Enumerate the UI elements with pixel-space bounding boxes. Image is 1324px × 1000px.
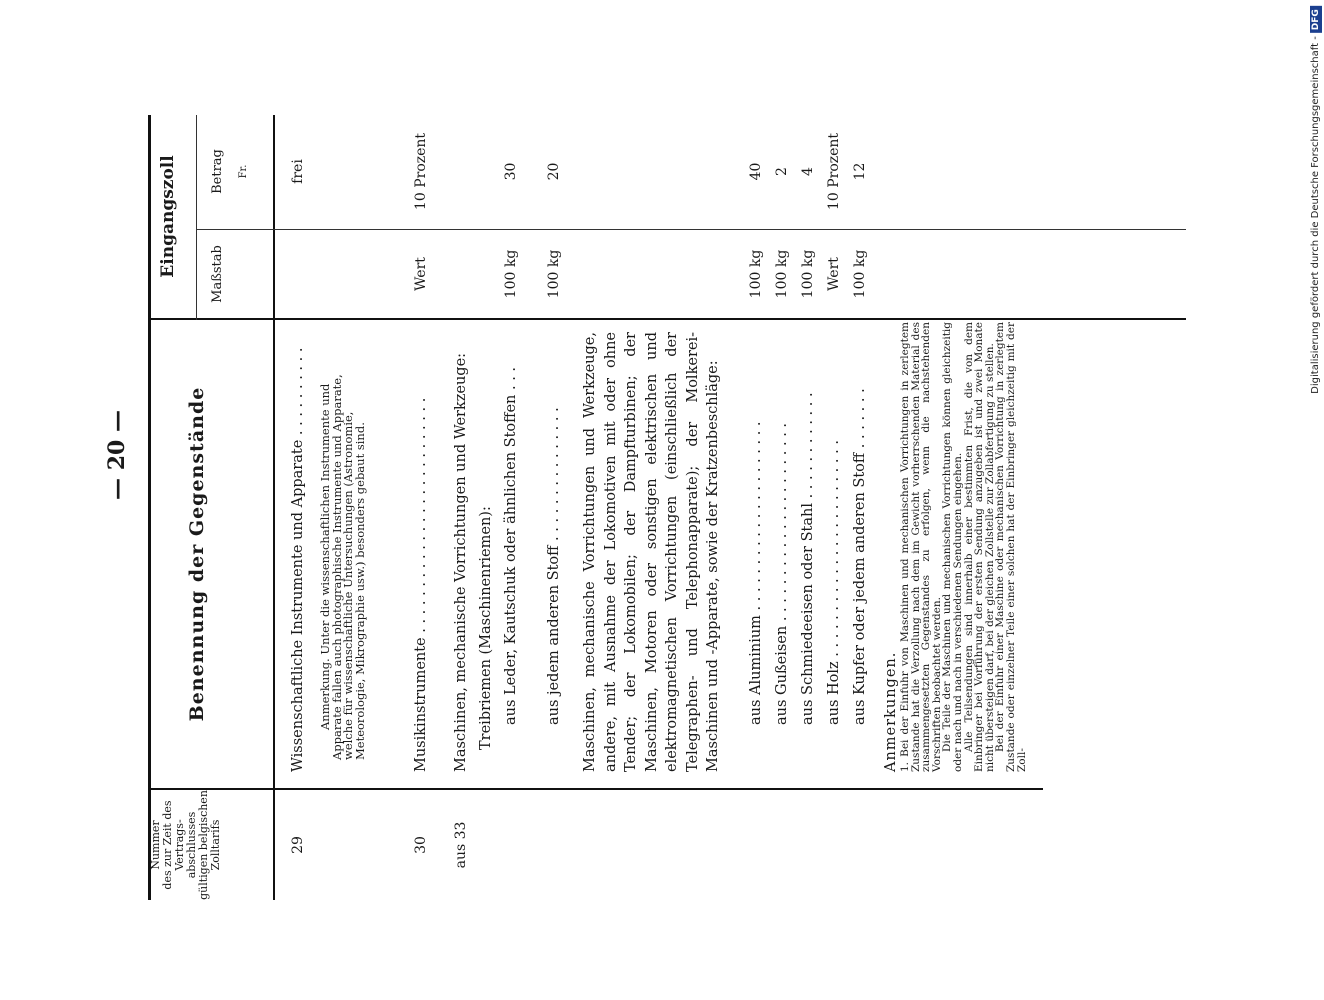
row-text: Wissenschaftliche Instrumente und Apparate . . . . . . . . . . [290, 347, 306, 772]
credit-text: Digitalisierung gefördert durch die Deutsche Forschungsgemeinschaft - [1310, 36, 1321, 394]
row-number: 29 [290, 836, 306, 854]
row-betrag: 2 [774, 167, 790, 176]
row-text: Treibriemen (Maschinenriemen): [478, 506, 494, 750]
row-betrag: 30 [503, 162, 519, 181]
digitization-credit [1310, 6, 1322, 394]
header-nummer-line: Zolltarifs [209, 819, 222, 871]
column-divider-nr [148, 788, 1043, 790]
row-text: Maschinen, mechanische Vorrichtungen und Werkzeuge: [453, 352, 469, 772]
note-paragraph: Alle Teilsendungen sind innerhalb einer bestimmten Frist, die von dem Einbringer bei Vorführung der ersten Sendung anzugeben ist und zwei Monate nicht übersteigen darf, bei der gleichen Zollstelle zur Zollabfertigung zu stellen. [962, 322, 996, 772]
header-nummer-line: gültigen belgischen [197, 790, 210, 900]
tariff-table-page [148, 100, 1198, 900]
row-text: aus jedem anderen Stoff . . . . . . . . . . . . . . . [546, 407, 562, 725]
eingangszoll-subheader-rule [196, 115, 197, 320]
notes-body [900, 322, 1027, 772]
row-betrag: 10 Prozent [413, 132, 429, 211]
header-nummer-line: Vertrags- [173, 819, 186, 871]
note-paragraph: 1. Bei der Einfuhr von Maschinen und mechanischen Vorrichtungen in zerlegtem Zustande hat die Verzollung nach dem im Gewicht vorherrschenden Material des zusammengesetzten Gegenstandes zu erfolgen, wenn die nachstehenden Vorschriften beobachtet werden. [899, 322, 943, 772]
row-betrag: 12 [852, 162, 868, 181]
column-divider-benennung [148, 318, 1186, 320]
row-betrag: frei [290, 159, 306, 184]
notes-title: Anmerkungen. [883, 651, 899, 772]
row-massstab: 100 kg [748, 249, 764, 299]
header-benennung: Benennung der Gegenstände [186, 386, 208, 722]
row-massstab: 100 kg [800, 249, 816, 299]
header-nummer-line: des zur Zeit des [161, 800, 174, 890]
row-massstab: Wert [413, 257, 429, 291]
page-number: — 20 — [104, 410, 130, 500]
row-text: Musikinstrumente . . . . . . . . . . . . . . . . . . . . . . . . . . [413, 397, 429, 772]
row-paragraph: Maschinen, mechanische Vorrichtungen und Werkzeuge, andere, mit Ausnahme der Lokomotiven mit oder ohne Tender; der Lokomobilen; der Dampfturbinen; der Maschinen, Motoren oder sonstigen elektrischen und elektromagnetischen Vorrichtungen (einschließlich der Telegraphen- und Telephonapparate); der Molkerei-Maschinen und -Apparate, sowie der Kratzenbeschläge: [582, 332, 721, 772]
header-massstab: Maßstab [210, 245, 225, 303]
row-text: aus Aluminium . . . . . . . . . . . . . . . . . . . . . [748, 421, 764, 725]
row-text: aus Schmiedeeisen oder Stahl . . . . . . . . . . . . [800, 392, 816, 725]
row-text: aus Kupfer oder jedem anderen Stoff . . . . . . . [852, 388, 868, 725]
row-betrag: 40 [748, 162, 764, 181]
header-eingangszoll: Eingangszoll [158, 155, 178, 278]
header-betrag: Betrag [210, 149, 225, 194]
header-nummer-line: abschlusses [185, 811, 198, 879]
note-paragraph: Die Teile der Maschinen und mechanischen Vorrichtungen können gleichzeitig oder nach und nach in verschiedenen Sendungen eingehen. [941, 322, 964, 772]
row-massstab: 100 kg [852, 249, 868, 299]
row-betrag: 20 [546, 162, 562, 181]
row-massstab: 100 kg [546, 249, 562, 299]
column-divider-massstab [196, 229, 1186, 230]
row-massstab: 100 kg [503, 249, 519, 299]
header-nummer-line: Nummer [149, 820, 162, 870]
row-number: aus 33 [453, 821, 469, 869]
header-bottom-rule [273, 115, 275, 900]
row-note: Anmerkung. Unter die wissenschaftlichen Instrumente und Apparate fallen auch photographische Instrumente und Apparate, welche für wissenschaftliche Untersuchungen (Astronomie, Meteorologie, Mikrographie usw.) besonders gebaut sind. [318, 374, 367, 760]
row-massstab: Wert [826, 257, 842, 291]
table-top-rule [148, 115, 151, 900]
row-massstab: 100 kg [774, 249, 790, 299]
row-betrag: 10 Prozent [826, 132, 842, 211]
row-number: 30 [413, 836, 429, 854]
header-currency: Fr. [238, 164, 249, 179]
header-nummer [150, 790, 222, 900]
row-betrag: 4 [800, 167, 816, 176]
note-paragraph: Bei der Einfuhr einer Maschine oder mechanischen Vorrichtung in zerlegtem Zustande oder einzelner Teile einer solchen hat der Einbringer gleichzeitig mit der Zoll- [994, 322, 1028, 772]
row-text: aus Leder, Kautschuk oder ähnlichen Stoffen . . . [503, 366, 519, 725]
row-text: aus Gußeisen . . . . . . . . . . . . . . . . . . . . . . [774, 422, 790, 725]
row-text: aus Holz . . . . . . . . . . . . . . . . . . . . . . . . [826, 440, 842, 725]
dfg-logo: DFG [1310, 6, 1322, 33]
